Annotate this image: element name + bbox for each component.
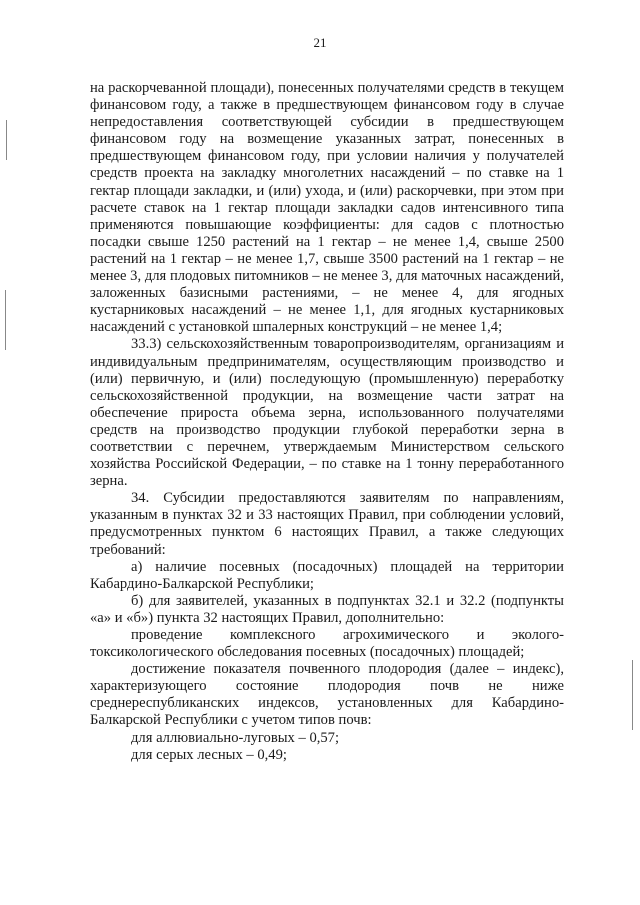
paragraph-33-3: 33.3) сельскохозяйственным товаропроизводителям, организациям и индивидуальным предпринимателям, осуществляющим производство и (или) первичную, и (или) последующую (промышленную) переработку сельскохозяйственной продукции, на возмещение части затрат на обеспечение прироста объема зерна, использованного получателями средств на производство продукции глубокой переработки зерна в соответствии с перечнем, утверждаемым Министерством сельского хозяйства Российской Федерации, – по ставке на 1 тонну переработанного зерна. — [90, 336, 564, 490]
page-number: 21 — [313, 35, 327, 50]
paragraph-grey-forest: для серых лесных – 0,49; — [131, 746, 287, 763]
paragraph-item-a: а) наличие посевных (посадочных) площадей на территории Кабардино-Балкарской Республики; — [90, 558, 564, 592]
paragraph-survey: проведение комплексного агрохимического и эколого-токсикологического обследования посевных (посадочных) площадей; — [90, 627, 564, 661]
document-body — [90, 80, 564, 764]
scan-mark-left — [6, 120, 7, 160]
paragraph-index: достижение показателя почвенного плодородия (далее – индекс), характеризующего состояние плодородия почв не ниже среднереспубликанских индексов, установленных для Кабардино-Балкарской Республики с учетом типов почв: — [90, 661, 564, 729]
paragraph-item-b: б) для заявителей, указанных в подпунктах 32.1 и 32.2 (подпункты «а» и «б») пункта 32 настоящих Правил, дополнительно: — [90, 592, 564, 626]
scan-mark-right — [632, 660, 633, 730]
scan-mark-left-lower — [5, 290, 6, 350]
paragraph-34: 34. Субсидии предоставляются заявителям по направлениям, указанным в пунктах 32 и 33 настоящих Правил, при соблюдении условий, предусмотренных пунктом 6 настоящих Правил, а также следующих требований: — [90, 490, 564, 558]
paragraph-alluvial: для аллювиально-луговых – 0,57; — [131, 729, 340, 746]
paragraph-continuation: на раскорчеванной площади), понесенных получателями средств в текущем финансовом году, а также в предшествующем финансовом году в случае непредоставления соответствующей субсидии в предшествующем финансовом году на возмещение указанных затрат, понесенных в предшествующем финансовом году, при условии наличия у получателей средств проекта на закладку многолетних насаждений – по ставке на 1 гектар площади закладки, и (или) ухода, и (или) раскорчевки, при этом при расчете ставок на 1 гектар площади закладки садов интенсивного типа применяются повышающие коэффициенты: для садов с плотностью посадки свыше 1250 растений на 1 гектар – не менее 1,4, свыше 2500 растений на 1 гектар – не менее 1,7, свыше 3500 растений на 1 гектар – не менее 3, для плодовых питомников – не менее 3, для маточных насаждений, заложенных базисными растениями, – не менее 4, для ягодных кустарниковых насаждений – не менее 1,1, для ягодных кустарниковых насаждений с установкой шпалерных конструкций – не менее 1,4; — [90, 80, 564, 336]
